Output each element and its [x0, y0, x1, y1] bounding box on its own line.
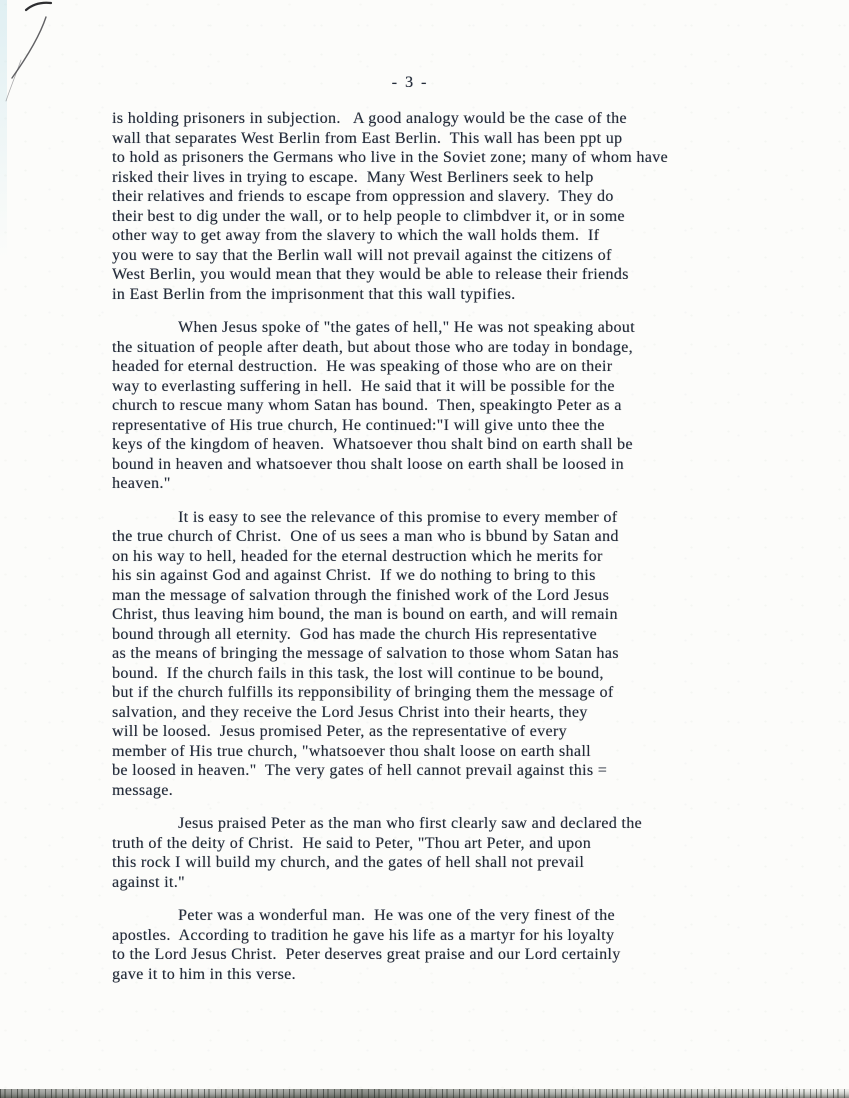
- text-line: on his way to hell, headed for the eternal destruction which he merits for: [112, 547, 603, 565]
- text-line: bound in heaven and whatsoever thou shalt loose on earth shall be loosed in: [112, 455, 624, 473]
- text-line: you were to say that the Berlin wall will not prevail against the citizens of: [112, 246, 612, 264]
- text-line: truth of the deity of Christ. He said to Peter, "Thou art Peter, and upon: [112, 834, 592, 852]
- handwritten-pen-mark: [0, 0, 80, 120]
- paragraph: [112, 814, 792, 892]
- text-line: bound. If the church fails in this task, the lost will continue to be bound,: [112, 664, 604, 682]
- text-line: is holding prisoners in subjection. A good analogy would be the case of the: [112, 110, 627, 127]
- text-line: the situation of people after death, but about those who are today in bondage,: [112, 338, 633, 356]
- paragraph: [112, 906, 792, 984]
- text-line: member of His true church, "whatsoever thou shalt loose on earth shall: [112, 742, 591, 760]
- text-line: to the Lord Jesus Christ. Peter deserves great praise and our Lord certainly: [112, 946, 621, 963]
- text-line: West Berlin, you would mean that they would be able to release their friends: [112, 266, 629, 283]
- scan-bottom-edge-artifact: [0, 1089, 849, 1098]
- text-line: be loosed in heaven." The very gates of hell cannot prevail against this =: [112, 762, 608, 779]
- text-line: their best to dig under the wall, or to help people to climbdver it, or in some: [112, 207, 625, 225]
- text-line: Peter was a wonderful man. He was one of the very finest of the: [178, 907, 615, 924]
- text-line: in East Berlin from the imprisonment that this wall typifies.: [112, 285, 516, 303]
- text-line: It is easy to see the relevance of this promise to every member of: [178, 508, 618, 526]
- text-line: will be loosed. Jesus promised Peter, as the representative of every: [112, 723, 567, 740]
- text-line: this rock I will build my church, and the gates of hell shall not prevail: [112, 854, 585, 871]
- text-line: other way to get away from the slavery to which the wall holds them. If: [112, 227, 600, 244]
- scan-edge-tint: [0, 0, 7, 260]
- text-line: wall that separates West Berlin from East Berlin. This wall has been ppt up: [112, 129, 623, 147]
- text-line: salvation, and they receive the Lord Jesus Christ into their hearts, they: [112, 703, 588, 721]
- text-line: their relatives and friends to escape from oppression and slavery. They do: [112, 188, 614, 205]
- text-line: gave it to him in this verse.: [112, 965, 296, 983]
- text-line: as the means of bringing the message of salvation to those whom Satan has: [112, 645, 619, 662]
- text-line: heaven.": [112, 475, 171, 492]
- text-line: the true church of Christ. One of us sees a man who is bbund by Satan and: [112, 528, 619, 545]
- page-number: - 3 -: [391, 74, 429, 91]
- paragraph: [112, 109, 792, 304]
- paragraph: [112, 508, 792, 801]
- text-line: against it.": [112, 873, 185, 891]
- text-line: When Jesus spoke of "the gates of hell," He was not speaking about: [178, 319, 635, 336]
- text-line: bound through all eternity. God has made the church His representative: [112, 625, 598, 643]
- text-line: apostles. According to tradition he gave his life as a martyr for his loyalty: [112, 926, 615, 944]
- text-line: church to rescue many whom Satan has bound. Then, speakingto Peter as a: [112, 397, 622, 414]
- document-body: [112, 109, 792, 998]
- text-line: Jesus praised Peter as the man who first clearly saw and declared the: [178, 815, 642, 832]
- text-line: Christ, thus leaving him bound, the man is bound on earth, and will remain: [112, 606, 618, 623]
- text-line: way to everlasting suffering in hell. He said that it will be possible for the: [112, 377, 615, 395]
- text-line: to hold as prisoners the Germans who live in the Soviet zone; many of whom have: [112, 149, 668, 166]
- text-line: keys of the kingdom of heaven. Whatsoever thou shalt bind on earth shall be: [112, 436, 633, 453]
- text-line: his sin against God and against Christ. If we do nothing to bring to this: [112, 567, 596, 584]
- text-line: message.: [112, 781, 174, 799]
- paragraph: [112, 318, 792, 494]
- text-line: risked their lives in trying to escape. Many West Berliners seek to help: [112, 168, 594, 186]
- text-line: headed for eternal destruction. He was speaking of those who are on their: [112, 358, 613, 375]
- text-line: man the message of salvation through the finished work of the Lord Jesus: [112, 586, 610, 604]
- text-line: representative of His true church, He continued:"I will give unto thee the: [112, 416, 605, 434]
- text-line: but if the church fulfills its repponsibility of bringing them the message of: [112, 684, 614, 701]
